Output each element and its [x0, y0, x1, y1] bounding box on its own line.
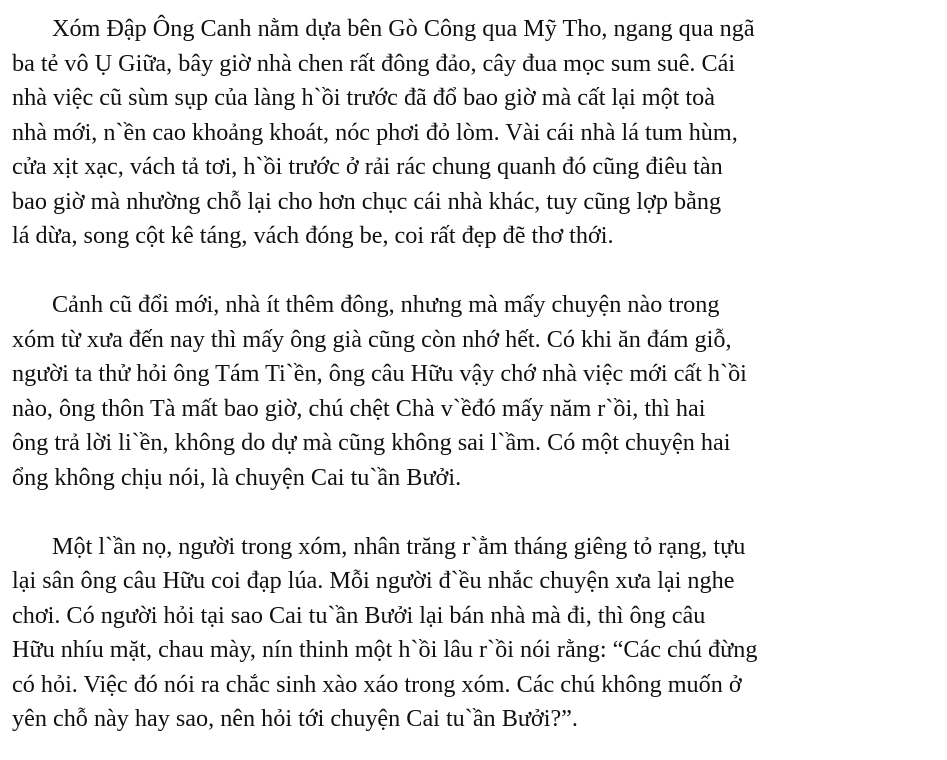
paragraph-2 — [12, 288, 932, 495]
text-line: cửa xịt xạc, vách tả tơi, h`ồi trước ở rải rác chung quanh đó cũng điêu tàn — [12, 153, 723, 180]
text-line: Cảnh cũ đổi mới, nhà ít thêm đông, nhưng mà mấy chuyện nào trong — [52, 291, 720, 318]
text-line: có hỏi. Việc đó nói ra chắc sinh xào xáo trong xóm. Các chú không muốn ở — [12, 670, 742, 698]
paragraph-3 — [12, 530, 932, 737]
text-line: ổng không chịu nói, là chuyện Cai tu`ần Bưởi. — [12, 463, 462, 491]
text-line: nhà việc cũ sùm sụp của làng h`ồi trước đã đổ bao giờ mà cất lại một toà — [12, 84, 715, 111]
text-line: ông trả lời li`ền, không do dự mà cũng không sai l`ầm. Có một chuyện hai — [12, 429, 731, 456]
text-line: người ta thử hỏi ông Tám Ti`ền, ông câu Hữu vậy chớ nhà việc mới cất h`ồi — [12, 360, 747, 387]
text-line: Hữu nhíu mặt, chau mày, nín thinh một h`ồi lâu r`ồi nói rằng: “Các chú đừng — [12, 636, 758, 663]
text-line: nhà mới, n`ền cao khoảng khoát, nóc phơi đỏ lòm. Vài cái nhà lá tum hùm, — [12, 118, 738, 146]
text-line: ba tẻ vô Ụ Giữa, bây giờ nhà chen rất đông đảo, cây đua mọc sum suê. Cái — [12, 49, 736, 77]
text-line: xóm từ xưa đến nay thì mấy ông già cũng còn nhớ hết. Có khi ăn đám giỗ, — [12, 325, 732, 353]
text-line: bao giờ mà nhường chỗ lại cho hơn chục cái nhà khác, tuy cũng lợp bằng — [12, 187, 722, 215]
text-line: chơi. Có người hỏi tại sao Cai tu`ần Bưởi lại bán nhà mà đi, thì ông câu — [12, 601, 706, 629]
text-line: lại sân ông câu Hữu coi đạp lúa. Mỗi người đ`ều nhắc chuyện xưa lại nghe — [12, 567, 735, 594]
paragraph-1 — [12, 12, 932, 254]
text-line: yên chỗ này hay sao, nên hỏi tới chuyện Cai tu`ần Bưởi?”. — [12, 705, 578, 732]
text-line: Xóm Đập Ông Canh nằm dựa bên Gò Công qua Mỹ Tho, ngang qua ngã — [52, 15, 755, 42]
text-line: Một l`ần nọ, người trong xóm, nhân trăng r`ằm tháng giêng tỏ rạng, tựu — [52, 532, 746, 560]
document-page — [12, 12, 932, 737]
text-line: lá dừa, song cột kê táng, vách đóng be, coi rất đẹp đẽ thơ thới. — [12, 222, 614, 249]
text-line: nào, ông thôn Tà mất bao giờ, chú chệt Chà v`ềđó mấy năm r`ồi, thì hai — [12, 394, 706, 422]
